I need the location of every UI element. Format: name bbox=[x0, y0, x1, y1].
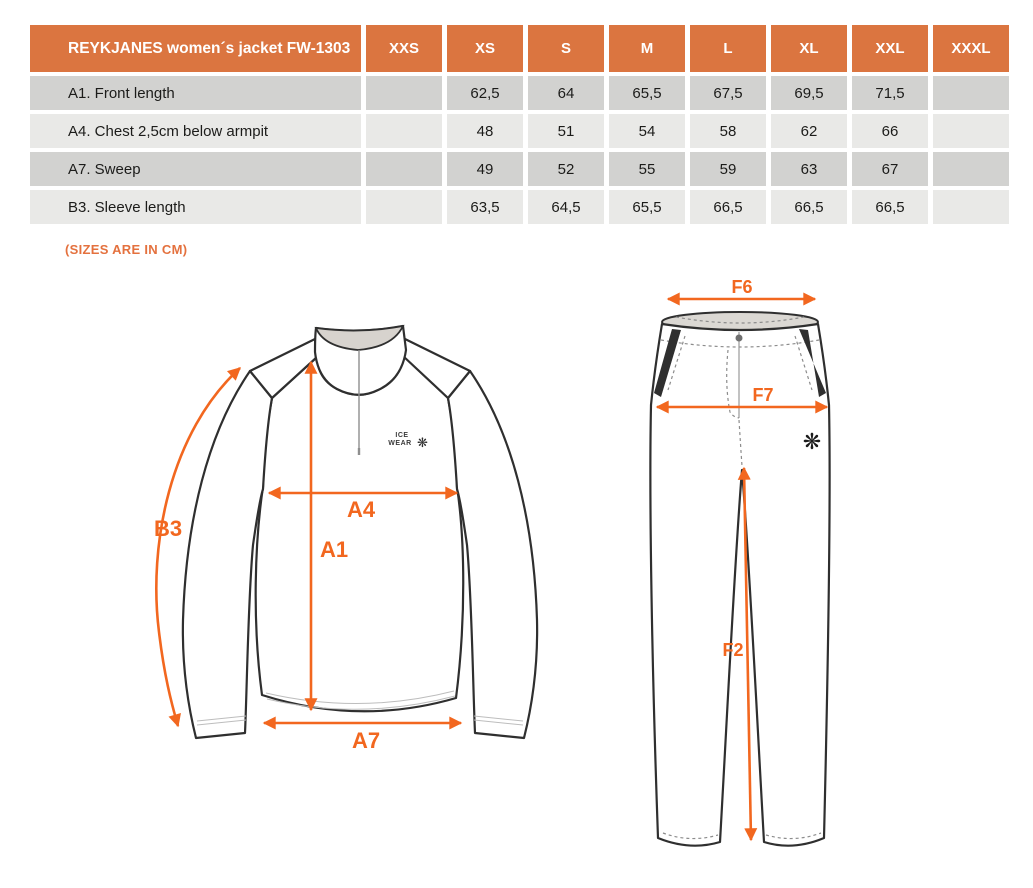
table-cell bbox=[933, 152, 1009, 186]
measurement-diagram bbox=[0, 268, 1033, 888]
table-cell bbox=[933, 114, 1009, 148]
table-cell: 49 bbox=[447, 152, 523, 186]
label-a7: A7 bbox=[351, 728, 381, 753]
table-cell: 67,5 bbox=[690, 76, 766, 110]
table-cell: 51 bbox=[528, 114, 604, 148]
table-cell: 62,5 bbox=[447, 76, 523, 110]
table-cell: 63 bbox=[771, 152, 847, 186]
waist-button bbox=[736, 335, 743, 342]
label-a4: A4 bbox=[346, 497, 376, 522]
table-cell: 58 bbox=[690, 114, 766, 148]
size-header-s: S bbox=[528, 25, 604, 72]
row-label-chest: A4. Chest 2,5cm below armpit bbox=[30, 114, 361, 148]
table-cell bbox=[366, 76, 442, 110]
table-cell: 48 bbox=[447, 114, 523, 148]
label-b3: B3 bbox=[153, 516, 183, 541]
logo-line2: WEAR bbox=[388, 440, 412, 447]
sizes-in-cm-note: (SIZES ARE IN CM) bbox=[65, 242, 188, 257]
row-label-sleeve-length: B3. Sleeve length bbox=[30, 190, 361, 224]
table-cell: 66 bbox=[852, 114, 928, 148]
label-a1: A1 bbox=[319, 537, 349, 562]
table-cell: 65,5 bbox=[609, 190, 685, 224]
row-label-sweep: A7. Sweep bbox=[30, 152, 361, 186]
table-title: REYKJANES women´s jacket FW-1303 bbox=[30, 25, 361, 72]
table-cell: 64,5 bbox=[528, 190, 604, 224]
table-cell: 64 bbox=[528, 76, 604, 110]
pants-body bbox=[650, 324, 829, 846]
table-cell: 66,5 bbox=[690, 190, 766, 224]
table-cell bbox=[366, 190, 442, 224]
table-cell: 62 bbox=[771, 114, 847, 148]
pants-drawing bbox=[650, 277, 829, 846]
table-cell: 66,5 bbox=[852, 190, 928, 224]
jacket-drawing bbox=[154, 326, 537, 753]
table-cell: 67 bbox=[852, 152, 928, 186]
logo-line1: ICE bbox=[395, 432, 409, 439]
table-cell: 52 bbox=[528, 152, 604, 186]
size-header-xxl: XXL bbox=[852, 25, 928, 72]
size-header-xxs: XXS bbox=[366, 25, 442, 72]
size-header-m: M bbox=[609, 25, 685, 72]
table-cell bbox=[366, 114, 442, 148]
table-cell: 55 bbox=[609, 152, 685, 186]
table-cell: 63,5 bbox=[447, 190, 523, 224]
table-cell: 54 bbox=[609, 114, 685, 148]
table-cell: 66,5 bbox=[771, 190, 847, 224]
size-header-xxxl: XXXL bbox=[933, 25, 1009, 72]
size-header-l: L bbox=[690, 25, 766, 72]
table-cell bbox=[933, 76, 1009, 110]
pants-snowflake-icon: ❋ bbox=[802, 429, 822, 454]
label-f2: F2 bbox=[722, 640, 744, 660]
table-cell: 65,5 bbox=[609, 76, 685, 110]
table-cell bbox=[933, 190, 1009, 224]
logo-snowflake-icon: ❋ bbox=[417, 435, 428, 450]
table-cell bbox=[366, 152, 442, 186]
size-table bbox=[30, 25, 1009, 224]
table-cell: 71,5 bbox=[852, 76, 928, 110]
table-cell: 69,5 bbox=[771, 76, 847, 110]
size-header-xs: XS bbox=[447, 25, 523, 72]
label-f7: F7 bbox=[752, 385, 774, 405]
size-header-xl: XL bbox=[771, 25, 847, 72]
label-f6: F6 bbox=[731, 277, 753, 297]
row-label-front-length: A1. Front length bbox=[30, 76, 361, 110]
table-cell: 59 bbox=[690, 152, 766, 186]
